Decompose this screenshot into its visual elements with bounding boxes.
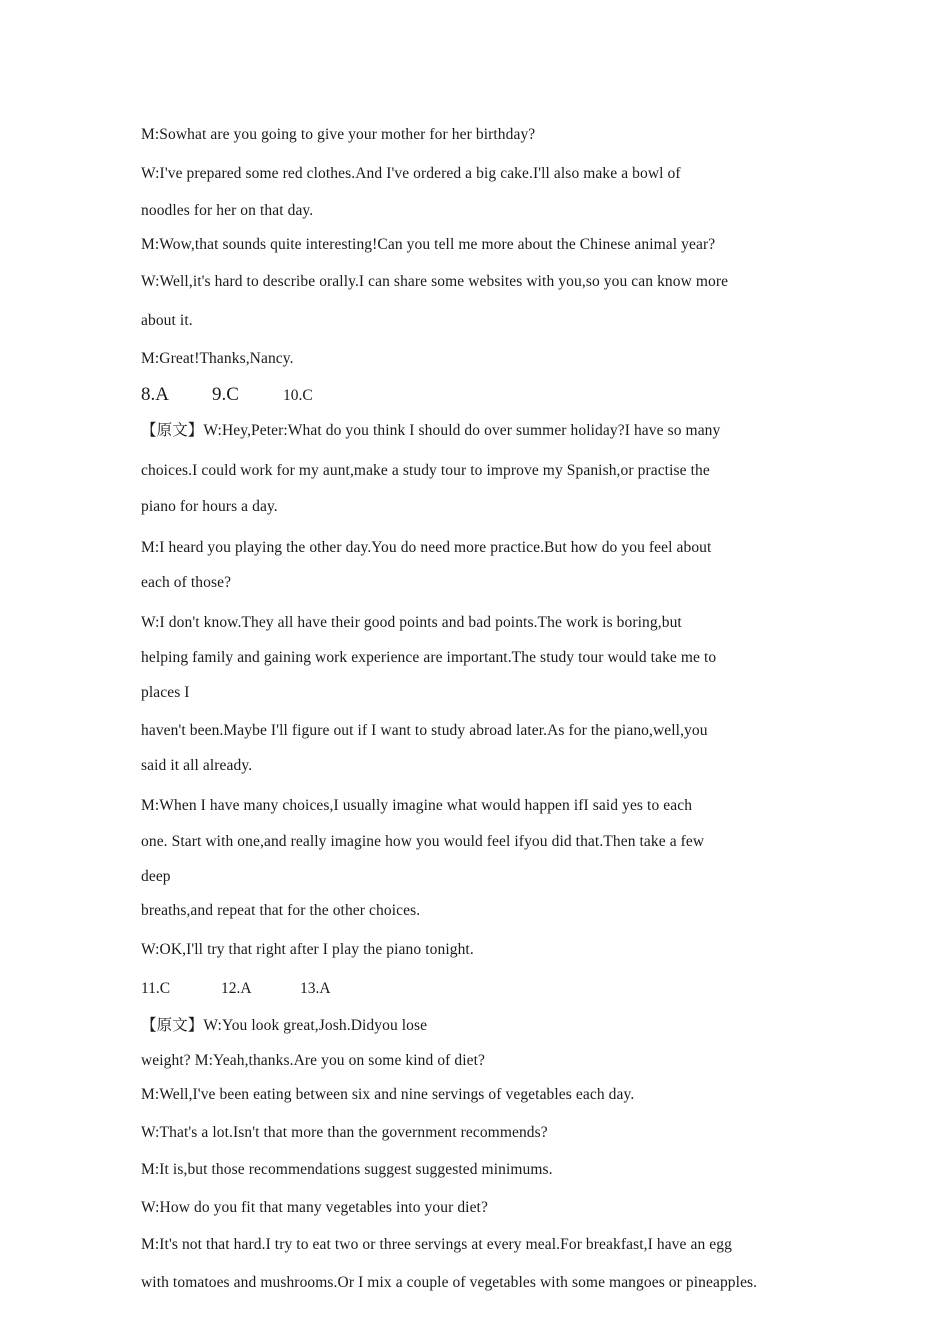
text-line: W:How do you fit that many vegetables into your diet?: [141, 1199, 488, 1216]
text-line: W:OK,I'll try that right after I play the piano tonight.: [141, 941, 474, 958]
text-line: M:When I have many choices,I usually imagine what would happen ifI said yes to each: [141, 797, 693, 814]
answer-12: 12.A: [221, 980, 252, 997]
answer-11: 11.C: [141, 980, 171, 997]
text-line: breaths,and repeat that for the other choices.: [141, 902, 421, 919]
text-line: M:Well,I've been eating between six and nine servings of vegetables each day.: [141, 1086, 635, 1103]
text-line: said it all already.: [141, 757, 253, 774]
text-line: M:I heard you playing the other day.You do need more practice.But how do you feel about: [141, 539, 712, 556]
text-line: choices.I could work for my aunt,make a study tour to improve my Spanish,or practise the: [141, 462, 710, 479]
text-line: noodles for her on that day.: [141, 202, 314, 219]
text-line: 【原文】W:Hey,Peter:What do you think I should do over summer holiday?I have so many: [141, 422, 721, 439]
text-line: M:It's not that hard.I try to eat two or three servings at every meal.For breakfast,I have an egg: [141, 1236, 732, 1253]
text-line: W:That's a lot.Isn't that more than the government recommends?: [141, 1124, 548, 1141]
text-line: W:I don't know.They all have their good points and bad points.The work is boring,but: [141, 614, 682, 631]
text-line: M:Great!Thanks,Nancy.: [141, 350, 294, 367]
text-line: helping family and gaining work experience are important.The study tour would take me to: [141, 649, 717, 666]
text-line: each of those?: [141, 574, 232, 591]
text-line: 【原文】W:You look great,Josh.Didyou lose: [141, 1017, 428, 1034]
text-line: deep: [141, 868, 171, 885]
answer-10: 10.C: [283, 387, 313, 404]
text-line: W:I've prepared some red clothes.And I've ordered a big cake.I'll also make a bowl of: [141, 165, 681, 182]
text-line: W:Well,it's hard to describe orally.I can share some websites with you,so you can know more: [141, 273, 729, 290]
text-line: weight? M:Yeah,thanks.Are you on some kind of diet?: [141, 1052, 486, 1069]
text-line: with tomatoes and mushrooms.Or I mix a couple of vegetables with some mangoes or pineapples.: [141, 1274, 758, 1291]
text-line: haven't been.Maybe I'll figure out if I want to study abroad later.As for the piano,well,you: [141, 722, 708, 739]
text-line: about it.: [141, 312, 193, 329]
text-line: one. Start with one,and really imagine how you would feel ifyou did that.Then take a few: [141, 833, 705, 850]
answer-13: 13.A: [300, 980, 331, 997]
text-line: M:It is,but those recommendations suggest suggested minimums.: [141, 1161, 553, 1178]
text-line: M:Wow,that sounds quite interesting!Can you tell me more about the Chinese animal year?: [141, 236, 716, 253]
answer-9: 9.C: [212, 384, 239, 405]
text-line: M:Sowhat are you going to give your mother for her birthday?: [141, 126, 536, 143]
answer-8: 8.A: [141, 384, 169, 405]
text-line: piano for hours a day.: [141, 498, 278, 515]
text-line: places I: [141, 684, 190, 701]
